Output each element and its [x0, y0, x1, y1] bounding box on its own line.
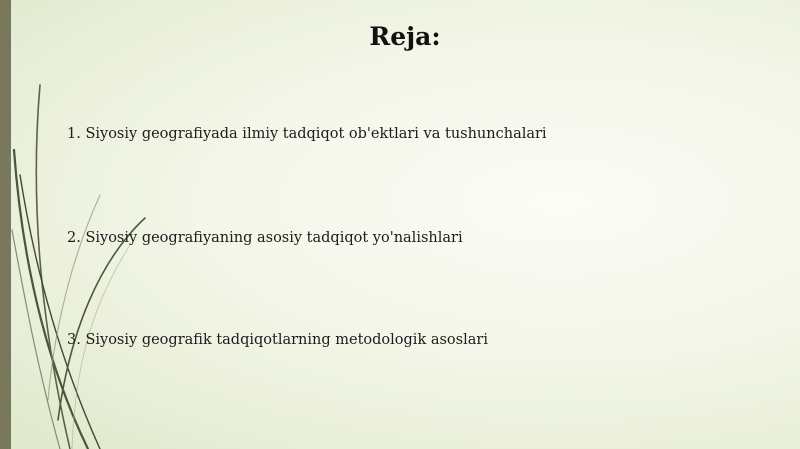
grass-decoration: [0, 0, 160, 449]
slide-title: Reja:: [369, 22, 441, 51]
plan-item-1: 1. Siyosiy geografiyada ilmiy tadqiqot ob'ektlari va tushunchalari: [67, 126, 547, 142]
plan-item-3: 3. Siyosiy geografik tadqiqotlarning metodologik asoslari: [67, 332, 488, 348]
grass-blade: [12, 230, 60, 449]
grass-blade: [58, 218, 145, 420]
plan-item-2: 2. Siyosiy geografiyaning asosiy tadqiqot yo'nalishlari: [67, 230, 463, 246]
